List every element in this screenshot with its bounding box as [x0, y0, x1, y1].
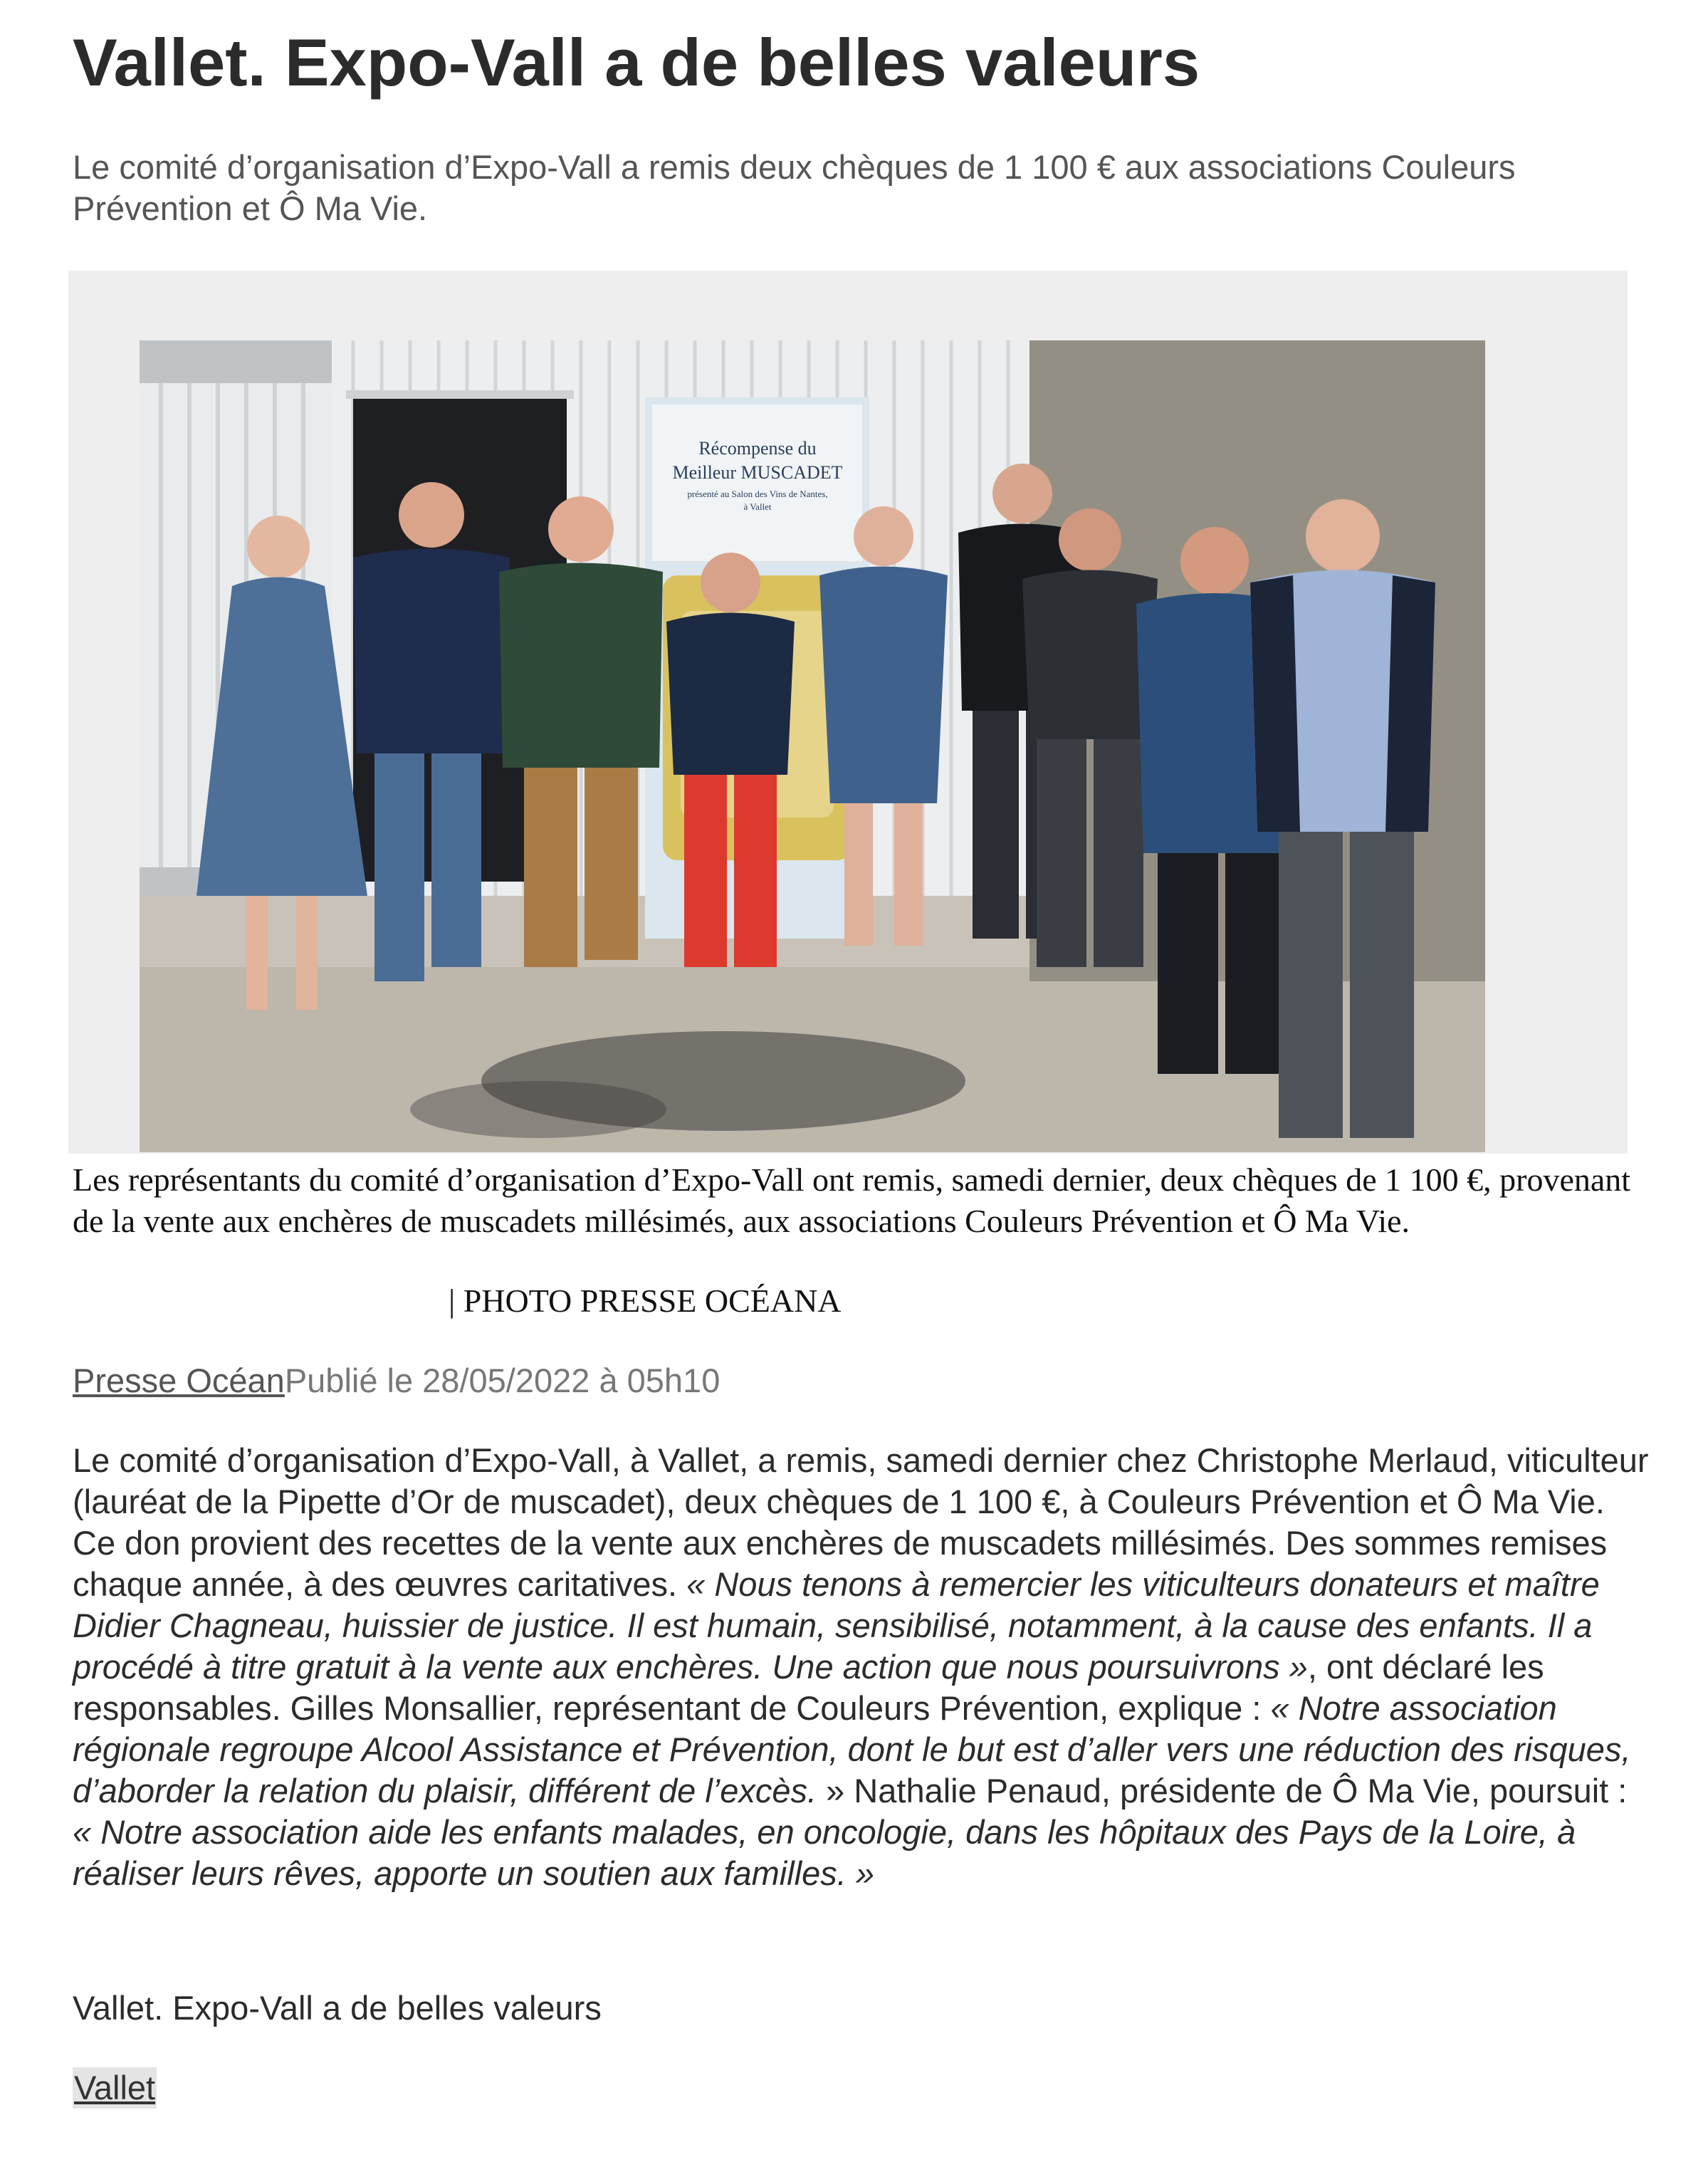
poster-line-1: Récompense du [698, 438, 817, 459]
body-quote-3: « Notre association aide les enfants malades, en oncologie, dans les hôpitaux des Pays de la Loire, à réaliser leurs rêves, apporte un soutien aux familles. » [73, 1813, 1576, 1892]
publish-date: Publié le 28/05/2022 à 05h10 [284, 1362, 721, 1399]
group-photo [140, 340, 1485, 1152]
photo-frame [68, 271, 1628, 1154]
photo-caption: Les représentants du comité d’organisation d’Expo-Vall ont remis, samedi dernier, deux chèques de 1 100 €, provenant de la vente aux enchères de muscadets millésimés, aux associations Couleurs Prévention et Ô Ma Vie. [73, 1161, 1631, 1239]
body-text-1: Le comité d’organisation d’Expo-Vall, à Vallet, a remis, samedi dernier chez Christophe Merlaud, viticulteur (lauréat de la Pipette d’Or de muscadet), deux chèques de 1 100 €, à Couleurs Prévention et Ô Ma Vie. Ce don provient des recettes de la vente aux enchères de muscadets millésimés. Des sommes remises chaque année, à des œuvres caritatives. [73, 1441, 1649, 1603]
source-link[interactable]: Presse Océan [73, 1362, 285, 1399]
poster-line-3: présenté au Salon des Vins de Nantes, [687, 489, 828, 499]
article-lede: Le comité d’organisation d’Expo-Vall a remis deux chèques de 1 100 € aux associations Couleurs Prévention et Ô Ma Vie. [73, 148, 1516, 227]
body-text-2: , ont déclaré les responsables. Gilles Monsallier, représentant de Couleurs Prévention, explique : [73, 1648, 1544, 1727]
article-title: Vallet. Expo-Vall a de belles valeurs [73, 25, 1200, 100]
body-quote-2: « Notre association régionale regroupe Alcool Assistance et Prévention, dont le but est d’aller vers une réduction des risques, d’aborder la relation du plaisir, différent de l’excès. [73, 1689, 1631, 1810]
body-quote-1: « Nous tenons à remercier les viticulteurs donateurs et maître Didier Chagneau, huissier de justice. Il est humain, sensibilisé, notamment, à la cause des enfants. Il a procédé à titre gratuit à la vente aux enchères. Une action que nous poursuivrons » [73, 1565, 1600, 1686]
body-text-3: » Nathalie Penaud, présidente de Ô Ma Vie, poursuit : [817, 1772, 1628, 1810]
footer-title: Vallet. Expo-Vall a de belles valeurs [73, 1989, 602, 2027]
poster-line-2: Meilleur MUSCADET [672, 462, 843, 483]
article-body [73, 1440, 1653, 1894]
tag-link[interactable]: Vallet [73, 2067, 157, 2109]
byline [73, 1360, 720, 1401]
photo-credit: | PHOTO PRESSE OCÉANA [449, 1283, 842, 1319]
poster-line-4: à Vallet [743, 501, 772, 512]
